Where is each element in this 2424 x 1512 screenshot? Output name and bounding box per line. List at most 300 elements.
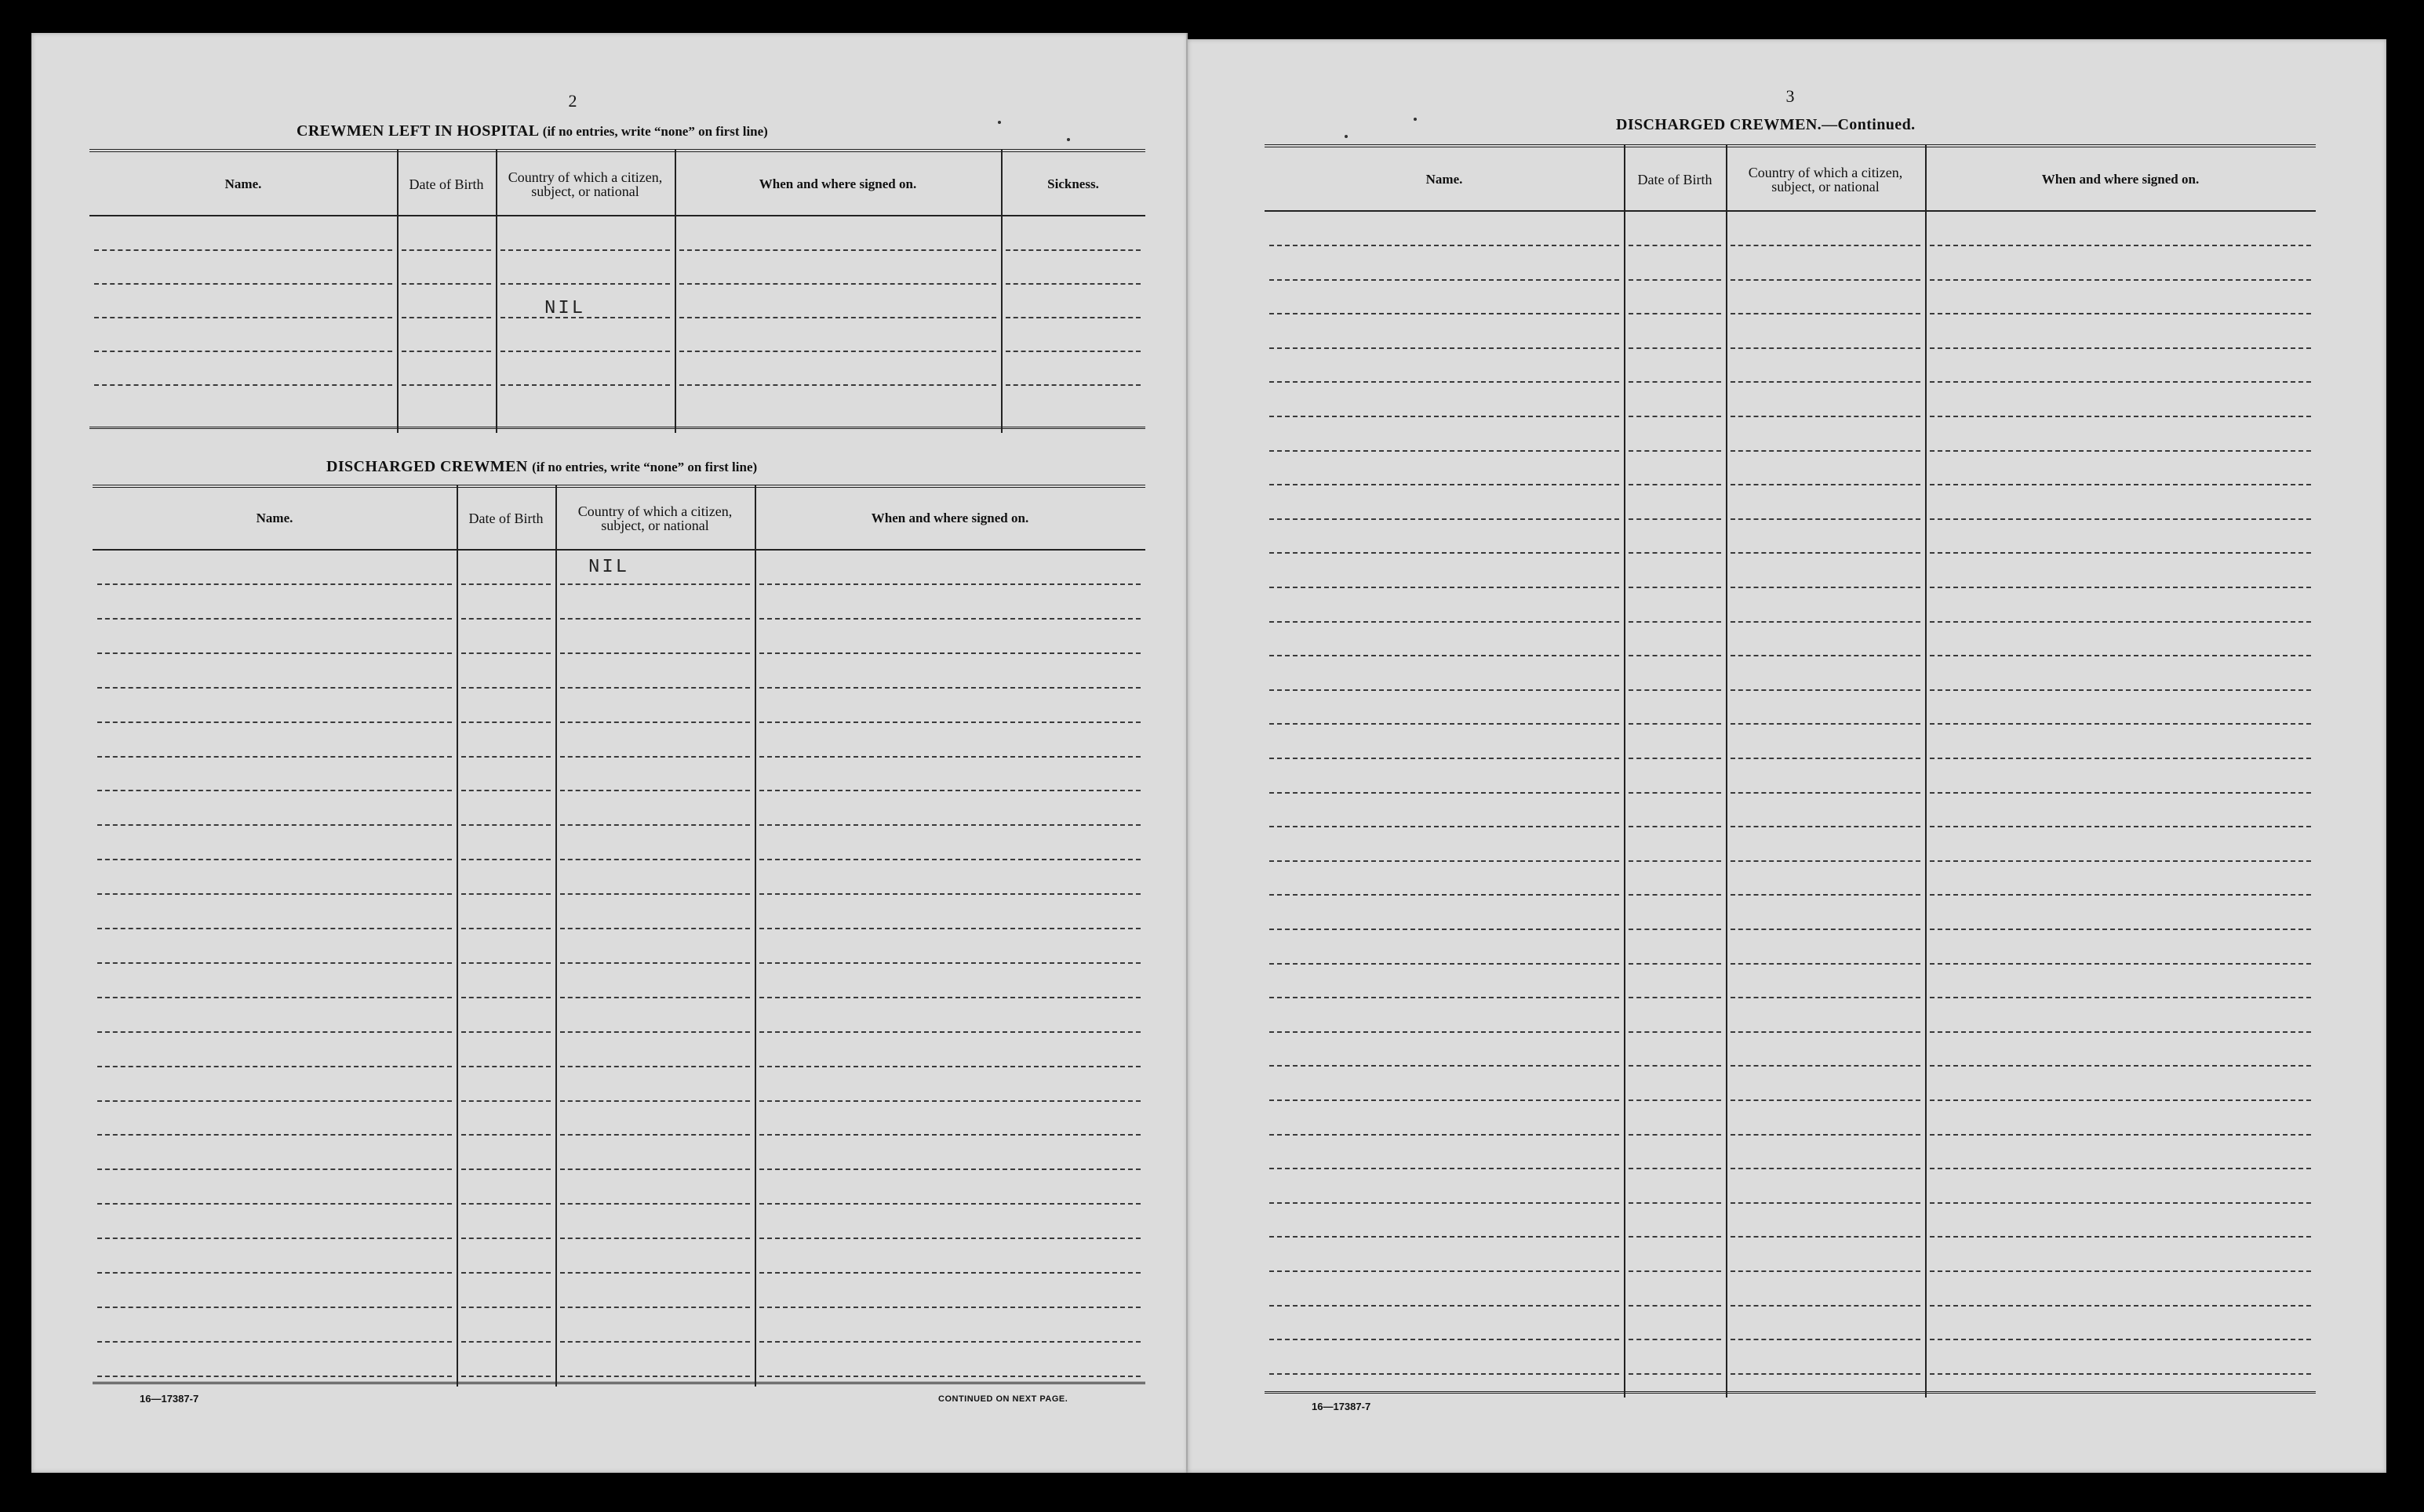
ruled-line bbox=[1269, 450, 1619, 452]
ruled-line bbox=[97, 1307, 452, 1308]
ruled-line bbox=[1930, 1305, 2311, 1307]
ruled-line bbox=[1629, 894, 1721, 896]
col-header-country: Country of which a citizen, subject, or national bbox=[577, 503, 733, 533]
ruled-line bbox=[97, 652, 452, 654]
ruled-line bbox=[97, 583, 452, 585]
column-divider bbox=[1624, 144, 1625, 1398]
ruled-line bbox=[1930, 997, 2311, 998]
col-header-signed-on: When and where signed on. bbox=[871, 511, 1029, 525]
ruled-line bbox=[1629, 1305, 1721, 1307]
ruled-line bbox=[1731, 450, 1920, 452]
ruled-line bbox=[560, 1031, 750, 1033]
ruled-line bbox=[759, 583, 1141, 585]
ruled-line bbox=[97, 1134, 452, 1136]
ruled-line bbox=[759, 1031, 1141, 1033]
table-bottom-rule bbox=[1265, 1391, 2316, 1394]
ruled-line bbox=[97, 618, 452, 620]
ruled-line bbox=[560, 1066, 750, 1067]
column-divider bbox=[555, 485, 557, 1387]
ruled-line bbox=[1629, 279, 1721, 281]
ruled-line bbox=[94, 249, 392, 251]
ruled-line bbox=[97, 1341, 452, 1343]
ruled-line bbox=[560, 1134, 750, 1136]
ruled-line bbox=[1269, 1270, 1619, 1272]
ruled-line bbox=[560, 859, 750, 860]
ruled-line bbox=[1269, 1373, 1619, 1375]
ruled-line bbox=[759, 618, 1141, 620]
ruled-line bbox=[759, 824, 1141, 826]
ruled-line bbox=[1731, 1202, 1920, 1204]
ruled-line bbox=[759, 1134, 1141, 1136]
ruled-line bbox=[1731, 279, 1920, 281]
ruled-line bbox=[500, 249, 670, 251]
ruled-line bbox=[1269, 279, 1619, 281]
ruled-line bbox=[1731, 860, 1920, 862]
ruled-line bbox=[1269, 1031, 1619, 1033]
ruled-line bbox=[1269, 1134, 1619, 1136]
ruled-line bbox=[97, 756, 452, 758]
ruled-line bbox=[1930, 518, 2311, 520]
right-form-code: 16—17387-7 bbox=[1312, 1401, 1371, 1412]
ruled-line bbox=[461, 997, 551, 998]
ruled-line bbox=[560, 618, 750, 620]
ruled-line bbox=[1731, 1236, 1920, 1238]
ruled-line bbox=[461, 756, 551, 758]
ruled-line bbox=[1629, 655, 1721, 656]
ruled-line bbox=[759, 962, 1141, 964]
col-header-name: Name. bbox=[256, 511, 293, 525]
ruled-line bbox=[560, 687, 750, 689]
ruled-line bbox=[1731, 587, 1920, 588]
ruled-line bbox=[461, 652, 551, 654]
ruled-line bbox=[97, 1238, 452, 1239]
ruled-line bbox=[1731, 963, 1920, 965]
ruled-line bbox=[1629, 245, 1721, 246]
ruled-line bbox=[461, 1307, 551, 1308]
ruled-line bbox=[1930, 1099, 2311, 1101]
ruled-line bbox=[1731, 621, 1920, 623]
ruled-line bbox=[1269, 997, 1619, 998]
ruled-line bbox=[1731, 1168, 1920, 1169]
ruled-line bbox=[1930, 416, 2311, 417]
ruled-line bbox=[1629, 963, 1721, 965]
col-header-country: Country of which a citizen, subject, or national bbox=[508, 169, 663, 199]
ruled-line bbox=[1731, 1065, 1920, 1067]
ruled-line bbox=[1629, 1373, 1721, 1375]
ruled-line bbox=[1629, 587, 1721, 588]
ruled-line bbox=[1269, 894, 1619, 896]
ruled-line bbox=[97, 1203, 452, 1205]
ruled-line bbox=[1731, 792, 1920, 794]
ruled-line bbox=[759, 652, 1141, 654]
ruled-line bbox=[500, 384, 670, 386]
ruled-line bbox=[759, 1307, 1141, 1308]
ruled-line bbox=[759, 1066, 1141, 1067]
speck bbox=[998, 121, 1001, 124]
ruled-line bbox=[1629, 416, 1721, 417]
ruled-line bbox=[560, 721, 750, 723]
ruled-line bbox=[1731, 484, 1920, 485]
ruled-line bbox=[1930, 621, 2311, 623]
ruled-line bbox=[560, 997, 750, 998]
left-form-code: 16—17387-7 bbox=[140, 1393, 199, 1405]
ruled-line bbox=[94, 317, 392, 318]
ruled-line bbox=[402, 249, 491, 251]
ruled-line bbox=[1629, 347, 1721, 349]
ruled-line bbox=[759, 1169, 1141, 1170]
ruled-line bbox=[97, 687, 452, 689]
ruled-line bbox=[1629, 552, 1721, 554]
header-rule bbox=[93, 549, 1145, 551]
ruled-line bbox=[759, 928, 1141, 929]
ruled-line bbox=[461, 1272, 551, 1274]
ruled-line bbox=[461, 1341, 551, 1343]
speck bbox=[1345, 135, 1348, 138]
ruled-line bbox=[1731, 1305, 1920, 1307]
ruled-line bbox=[1731, 894, 1920, 896]
ruled-line bbox=[1731, 655, 1920, 656]
ruled-line bbox=[1731, 313, 1920, 314]
ruled-line bbox=[1269, 518, 1619, 520]
ruled-line bbox=[97, 1100, 452, 1102]
ruled-line bbox=[1731, 826, 1920, 827]
ruled-line bbox=[97, 1031, 452, 1033]
col-header-name: Name. bbox=[1425, 172, 1463, 187]
speck bbox=[1067, 138, 1070, 141]
ruled-line bbox=[1629, 1270, 1721, 1272]
ruled-line bbox=[1930, 450, 2311, 452]
ruled-line bbox=[402, 384, 491, 386]
ruled-line bbox=[97, 721, 452, 723]
ruled-line bbox=[500, 317, 670, 318]
ruled-line bbox=[1930, 1339, 2311, 1340]
ruled-line bbox=[679, 351, 996, 352]
col-header-dob: Date of Birth bbox=[468, 511, 544, 526]
ruled-line bbox=[1731, 997, 1920, 998]
col-header-dob: Date of Birth bbox=[409, 176, 484, 192]
hospital-title-note: (if no entries, write “none” on first line) bbox=[542, 124, 768, 139]
col-header-sickness: Sickness. bbox=[1047, 176, 1099, 191]
ruled-line bbox=[1731, 1373, 1920, 1375]
discharged-title-text: DISCHARGED CREWMEN bbox=[326, 458, 528, 475]
header-rule bbox=[1265, 210, 2316, 212]
ruled-line bbox=[679, 384, 996, 386]
hospital-section-title bbox=[297, 122, 768, 140]
ruled-line bbox=[1629, 997, 1721, 998]
ruled-line bbox=[1930, 1236, 2311, 1238]
col-header-signed-on: When and where signed on. bbox=[2041, 172, 2200, 187]
ruled-line bbox=[1269, 347, 1619, 349]
column-divider bbox=[1925, 144, 1927, 1398]
ruled-line bbox=[461, 583, 551, 585]
ruled-line bbox=[560, 756, 750, 758]
ruled-line bbox=[1731, 1339, 1920, 1340]
ruled-line bbox=[1629, 860, 1721, 862]
ruled-line bbox=[94, 351, 392, 352]
ruled-line bbox=[560, 583, 750, 585]
speck bbox=[1414, 118, 1417, 121]
ruled-line bbox=[1731, 929, 1920, 930]
ruled-line bbox=[560, 824, 750, 826]
ruled-line bbox=[759, 790, 1141, 791]
continued-note: CONTINUED ON NEXT PAGE. bbox=[938, 1394, 1068, 1404]
ruled-line bbox=[461, 1203, 551, 1205]
ruled-line bbox=[1731, 723, 1920, 725]
ruled-line bbox=[1731, 381, 1920, 383]
ruled-line bbox=[759, 721, 1141, 723]
ruled-line bbox=[1930, 826, 2311, 827]
column-divider bbox=[1726, 144, 1727, 1398]
table-top-rule bbox=[1265, 144, 2316, 147]
ruled-line bbox=[560, 962, 750, 964]
ruled-line bbox=[461, 721, 551, 723]
ruled-line bbox=[1731, 518, 1920, 520]
ruled-line bbox=[1269, 689, 1619, 691]
ruled-line bbox=[759, 1238, 1141, 1239]
ruled-line bbox=[759, 687, 1141, 689]
ruled-line bbox=[1629, 1031, 1721, 1033]
ruled-line bbox=[461, 1066, 551, 1067]
col-header-signed-on: When and where signed on. bbox=[759, 176, 917, 191]
ruled-line bbox=[97, 1066, 452, 1067]
ruled-line bbox=[1930, 245, 2311, 246]
ruled-line bbox=[1269, 963, 1619, 965]
ruled-line bbox=[1731, 1270, 1920, 1272]
ruled-line bbox=[679, 283, 996, 285]
ruled-line bbox=[759, 1100, 1141, 1102]
ruled-line bbox=[1731, 416, 1920, 417]
ruled-line bbox=[1930, 1031, 2311, 1033]
ruled-line bbox=[1930, 723, 2311, 725]
column-divider bbox=[457, 485, 458, 1387]
ruled-line bbox=[1731, 245, 1920, 246]
ruled-line bbox=[1930, 552, 2311, 554]
ruled-line bbox=[759, 1341, 1141, 1343]
ruled-line bbox=[759, 1203, 1141, 1205]
ruled-line bbox=[1629, 1168, 1721, 1169]
ruled-line bbox=[1930, 963, 2311, 965]
right-page-number: 3 bbox=[1785, 86, 1795, 106]
hospital-nil-entry: NIL bbox=[544, 298, 586, 319]
ruled-line bbox=[1930, 484, 2311, 485]
table-top-rule bbox=[89, 149, 1145, 152]
hospital-table bbox=[89, 149, 1145, 433]
ruled-line bbox=[402, 351, 491, 352]
ruled-line bbox=[1930, 1202, 2311, 1204]
ruled-line bbox=[1269, 826, 1619, 827]
ruled-line bbox=[1269, 758, 1619, 759]
ruled-line bbox=[560, 893, 750, 895]
ruled-line bbox=[1930, 1168, 2311, 1169]
discharged-nil-entry: NIL bbox=[588, 557, 630, 578]
ruled-line bbox=[1930, 792, 2311, 794]
ruled-line bbox=[1930, 347, 2311, 349]
ruled-line bbox=[1006, 317, 1141, 318]
ruled-line bbox=[97, 1376, 452, 1377]
ruled-line bbox=[1629, 450, 1721, 452]
ruled-line bbox=[679, 249, 996, 251]
col-header-dob: Date of Birth bbox=[1637, 172, 1712, 187]
ruled-line bbox=[1930, 313, 2311, 314]
ruled-line bbox=[461, 824, 551, 826]
ruled-line bbox=[1930, 929, 2311, 930]
ruled-line bbox=[1269, 381, 1619, 383]
ruled-line bbox=[1930, 860, 2311, 862]
ruled-line bbox=[1930, 655, 2311, 656]
ruled-line bbox=[94, 283, 392, 285]
ruled-line bbox=[560, 1307, 750, 1308]
ruled-line bbox=[97, 893, 452, 895]
ruled-line bbox=[1269, 792, 1619, 794]
ruled-line bbox=[560, 652, 750, 654]
ruled-line bbox=[759, 893, 1141, 895]
ruled-line bbox=[560, 928, 750, 929]
ruled-line bbox=[1629, 1134, 1721, 1136]
ruled-line bbox=[97, 997, 452, 998]
table-top-rule bbox=[93, 485, 1145, 488]
ruled-line bbox=[560, 1169, 750, 1170]
ruled-line bbox=[1629, 621, 1721, 623]
discharged-table bbox=[93, 485, 1145, 1387]
ruled-line bbox=[402, 283, 491, 285]
ruled-line bbox=[1006, 351, 1141, 352]
ruled-line bbox=[1930, 279, 2311, 281]
ruled-line bbox=[560, 1272, 750, 1274]
ruled-line bbox=[1930, 587, 2311, 588]
ruled-line bbox=[1269, 552, 1619, 554]
col-header-country: Country of which a citizen, subject, or national bbox=[1748, 165, 1903, 194]
ruled-line bbox=[461, 1238, 551, 1239]
ruled-line bbox=[1269, 929, 1619, 930]
ruled-line bbox=[461, 1169, 551, 1170]
ruled-line bbox=[1629, 758, 1721, 759]
ruled-line bbox=[1006, 249, 1141, 251]
ruled-line bbox=[1629, 1099, 1721, 1101]
ruled-line bbox=[461, 618, 551, 620]
ruled-line bbox=[97, 859, 452, 860]
ruled-line bbox=[1269, 245, 1619, 246]
ruled-line bbox=[97, 824, 452, 826]
left-page-number: 2 bbox=[568, 91, 577, 111]
ruled-line bbox=[1269, 1305, 1619, 1307]
ruled-line bbox=[560, 1376, 750, 1377]
ruled-line bbox=[560, 1100, 750, 1102]
ruled-line bbox=[1269, 416, 1619, 417]
ruled-line bbox=[1731, 758, 1920, 759]
ruled-line bbox=[1629, 1065, 1721, 1067]
ruled-line bbox=[1269, 484, 1619, 485]
ruled-line bbox=[1629, 313, 1721, 314]
ruled-line bbox=[97, 962, 452, 964]
discharged-section-title bbox=[326, 458, 757, 476]
right-section-title: DISCHARGED CREWMEN.—Continued. bbox=[1616, 116, 1916, 133]
ruled-line bbox=[1269, 313, 1619, 314]
ruled-line bbox=[461, 859, 551, 860]
ruled-line bbox=[1930, 1373, 2311, 1375]
ruled-line bbox=[461, 1376, 551, 1377]
ruled-line bbox=[560, 790, 750, 791]
ruled-line bbox=[1930, 758, 2311, 759]
ruled-line bbox=[1731, 347, 1920, 349]
ruled-line bbox=[759, 997, 1141, 998]
discharged-title-note: (if no entries, write “none” on first line) bbox=[532, 460, 758, 474]
ruled-line bbox=[1629, 1339, 1721, 1340]
ruled-line bbox=[1269, 1168, 1619, 1169]
ruled-line bbox=[1731, 1134, 1920, 1136]
ruled-line bbox=[679, 317, 996, 318]
ruled-line bbox=[1629, 689, 1721, 691]
ruled-line bbox=[1731, 552, 1920, 554]
ruled-line bbox=[759, 859, 1141, 860]
ruled-line bbox=[1269, 1236, 1619, 1238]
ruled-line bbox=[1269, 723, 1619, 725]
ruled-line bbox=[1930, 1134, 2311, 1136]
ruled-line bbox=[500, 351, 670, 352]
ruled-line bbox=[1269, 860, 1619, 862]
ruled-line bbox=[560, 1238, 750, 1239]
table-bottom-rule bbox=[93, 1382, 1145, 1384]
ruled-line bbox=[1731, 1031, 1920, 1033]
ruled-line bbox=[1006, 384, 1141, 386]
ruled-line bbox=[1269, 1099, 1619, 1101]
ruled-line bbox=[1269, 1202, 1619, 1204]
header-rule bbox=[89, 215, 1145, 216]
ruled-line bbox=[1930, 1270, 2311, 1272]
ruled-line bbox=[759, 1376, 1141, 1377]
ruled-line bbox=[1629, 792, 1721, 794]
ruled-line bbox=[1269, 1065, 1619, 1067]
ruled-line bbox=[560, 1203, 750, 1205]
ruled-line bbox=[461, 893, 551, 895]
ruled-line bbox=[461, 1031, 551, 1033]
column-divider bbox=[755, 485, 756, 1387]
ruled-line bbox=[1269, 621, 1619, 623]
ruled-line bbox=[1930, 894, 2311, 896]
ruled-line bbox=[759, 756, 1141, 758]
ruled-line bbox=[461, 790, 551, 791]
ruled-line bbox=[1731, 1099, 1920, 1101]
ruled-line bbox=[1269, 655, 1619, 656]
ruled-line bbox=[97, 1272, 452, 1274]
ruled-line bbox=[1629, 723, 1721, 725]
ruled-line bbox=[461, 928, 551, 929]
ruled-line bbox=[1930, 381, 2311, 383]
ruled-line bbox=[1006, 283, 1141, 285]
ruled-line bbox=[1930, 689, 2311, 691]
ruled-line bbox=[461, 1134, 551, 1136]
ruled-line bbox=[97, 928, 452, 929]
ruled-line bbox=[1629, 826, 1721, 827]
ruled-line bbox=[97, 790, 452, 791]
table-bottom-rule bbox=[89, 427, 1145, 429]
ruled-line bbox=[1269, 1339, 1619, 1340]
ruled-line bbox=[1930, 1065, 2311, 1067]
hospital-title-text: CREWMEN LEFT IN HOSPITAL bbox=[297, 122, 539, 140]
ruled-line bbox=[1269, 587, 1619, 588]
ruled-line bbox=[1629, 1202, 1721, 1204]
ruled-line bbox=[97, 1169, 452, 1170]
ruled-line bbox=[461, 962, 551, 964]
col-header-name: Name. bbox=[224, 176, 262, 191]
ruled-line bbox=[1629, 381, 1721, 383]
discharged-continued-table bbox=[1265, 144, 2316, 1398]
ruled-line bbox=[759, 1272, 1141, 1274]
ruled-line bbox=[1629, 1236, 1721, 1238]
ruled-line bbox=[500, 283, 670, 285]
ruled-line bbox=[1629, 484, 1721, 485]
ruled-line bbox=[461, 687, 551, 689]
ruled-line bbox=[1629, 929, 1721, 930]
